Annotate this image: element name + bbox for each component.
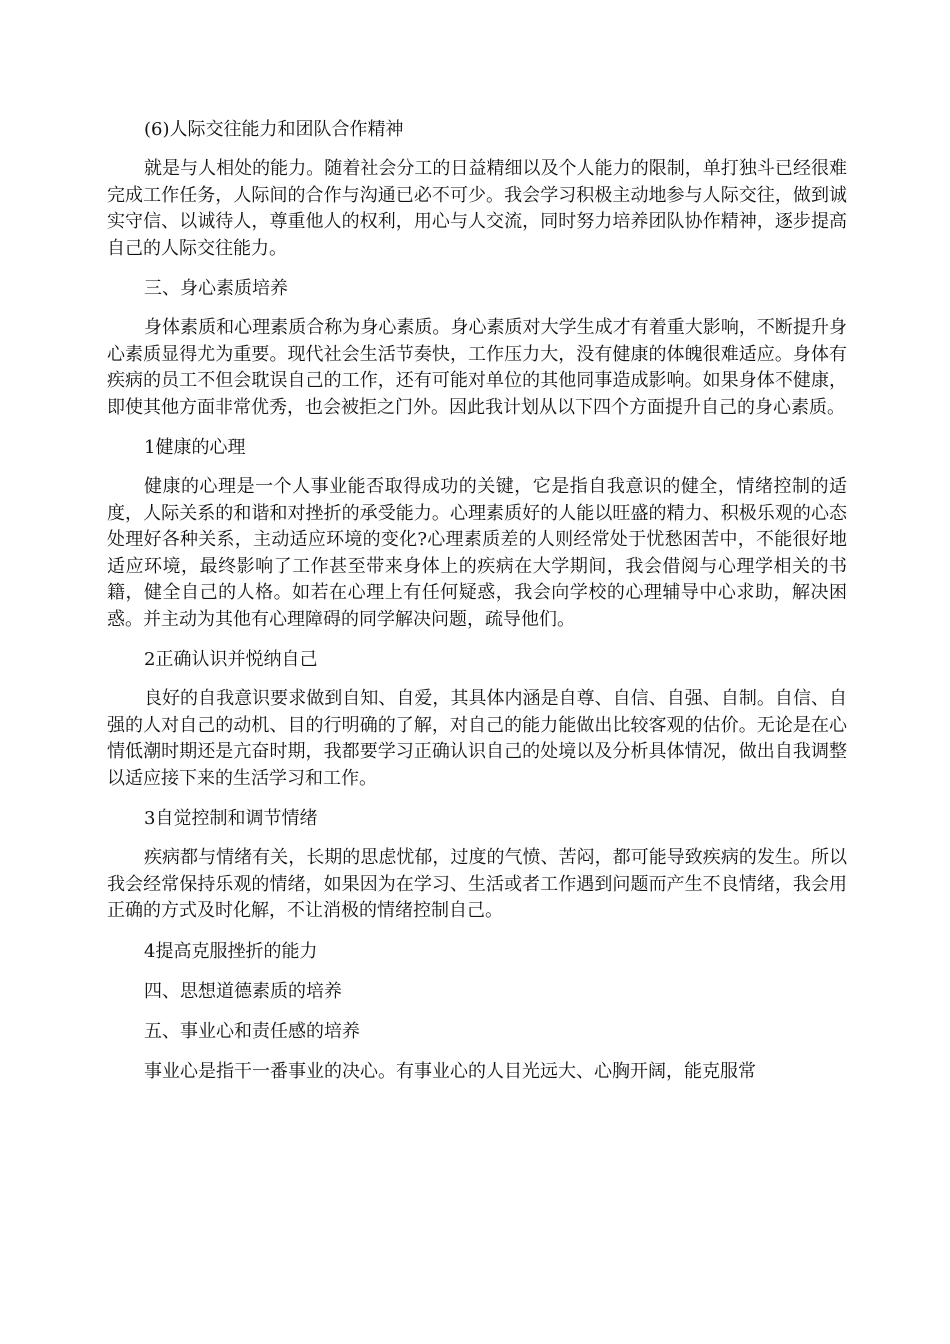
section-heading: 4提高克服挫折的能力: [144, 940, 318, 962]
paragraph: 疾病都与情绪有关，长期的思虑忧郁，过度的气愤、苦闷，都可能导致疾病的发生。所以我会经常保持乐观的情绪，如果因为在学习、生活或者工作遇到问题而产生不良情绪，我会用正确的方式及时化解，不让消极的情绪控制自己。: [107, 847, 847, 922]
section-heading: 1健康的心理: [144, 437, 246, 459]
section-heading: 2正确认识并悦纳自己: [144, 648, 318, 670]
paragraph: 事业心是指干一番事业的决心。有事业心的人目光远大、心胸开阔，能克服常: [144, 1060, 756, 1082]
section-heading: 四、思想道德素质的培养: [144, 980, 342, 1002]
section-heading: 3自觉控制和调节情绪: [144, 807, 318, 829]
section-heading: (6)人际交往能力和团队合作精神: [144, 119, 404, 140]
section-heading: 三、身心素质培养: [144, 278, 288, 300]
section-heading: 五、事业心和责任感的培养: [144, 1021, 360, 1043]
paragraph: 就是与人相处的能力。随着社会分工的日益精细以及个人能力的限制，单打独斗已经很难完成工作任务，人际间的合作与沟通已必不可少。我会学习积极主动地参与人际交往，做到诚实守信、以诚待人，尊重他人的权利，用心与人交流，同时努力培养团队协作精神，逐步提高自己的人际交往能力。: [107, 158, 847, 259]
paragraph: 健康的心理是一个人事业能否取得成功的关键，它是指自我意识的健全，情绪控制的适度，人际关系的和谐和对挫折的承受能力。心理素质好的人能以旺盛的精力、积极乐观的心态处理好各种关系，主动适应环境的变化?心理素质差的人则经常处于忧愁困苦中，不能很好地适应环境，最终影响了工作甚至带来身体上的疾病在大学期间，我会借阅与心理学相关的书籍，健全自己的人格。如若在心理上有任何疑惑，我会向学校的心理辅导中心求助，解决困惑。并主动为其他有心理障碍的同学解决问题，疏导他们。: [107, 476, 847, 630]
document-page: [107, 117, 847, 1085]
paragraph: 身体素质和心理素质合称为身心素质。身心素质对大学生成才有着重大影响，不断提升身心素质显得尤为重要。现代社会生活节奏快，工作压力大，没有健康的体魄很难适应。身体有疾病的员工不但会耽误自己的工作，还有可能对单位的其他同事造成影响。如果身体不健康，即使其他方面非常优秀，也会被拒之门外。因此我计划从以下四个方面提升自己的身心素质。: [107, 317, 847, 418]
paragraph: 良好的自我意识要求做到自知、自爱，其具体内涵是自尊、自信、自强、自制。自信、自强的人对自己的动机、目的行明确的了解，对自己的能力能做出比较客观的估价。无论是在心情低潮时期还是亢奋时期，我都要学习正确认识自己的处境以及分析具体情况，做出自我调整以适应接下来的生活学习和工作。: [107, 688, 847, 789]
